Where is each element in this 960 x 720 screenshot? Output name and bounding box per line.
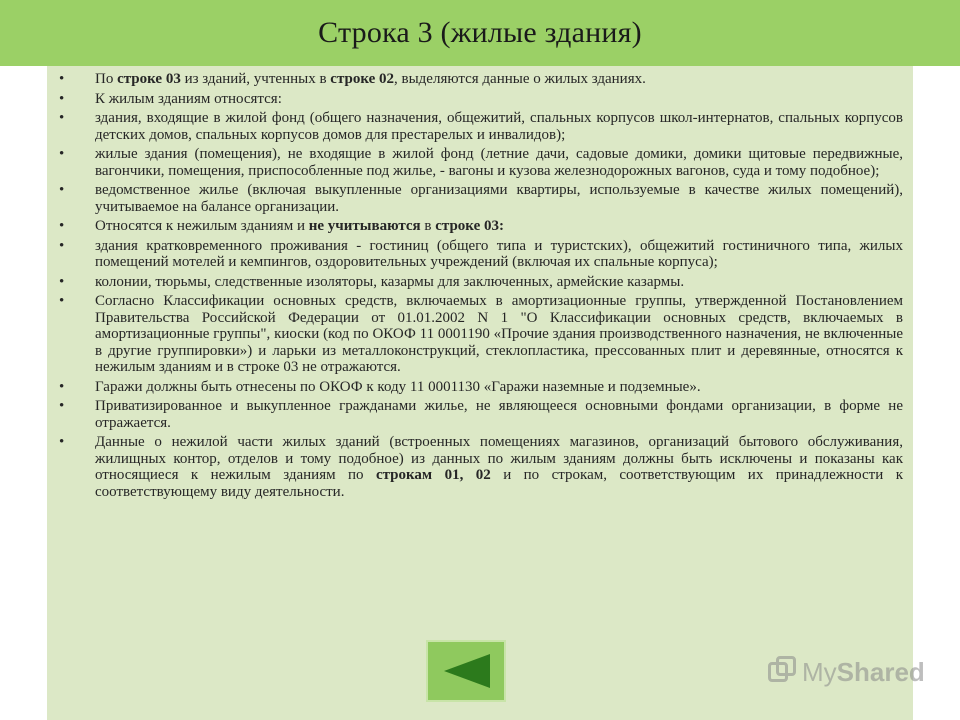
back-arrow-icon xyxy=(444,654,490,688)
bullet-marker: • xyxy=(59,434,65,450)
bullet-text-bold: строке 03 xyxy=(117,71,181,87)
bullet-item xyxy=(47,110,913,143)
bullet-marker: • xyxy=(59,293,65,309)
bullet-marker: • xyxy=(59,146,65,162)
bullet-item xyxy=(47,379,913,396)
bullet-text-bold: не учитываются xyxy=(308,218,421,234)
bullet-text: По xyxy=(95,71,118,87)
bullet-text: Относятся к нежилым зданиям и xyxy=(95,218,309,234)
bullet-marker: • xyxy=(59,398,65,414)
content-panel xyxy=(47,66,913,720)
bullet-text: и по строкам, соответствующим их принадлежности к соответствующему виду деятельности. xyxy=(95,467,903,500)
bullet-item xyxy=(47,71,913,88)
bullet-item xyxy=(47,238,913,271)
bullet-list xyxy=(47,71,913,503)
logo-text-light: My xyxy=(802,656,837,687)
watermark-logo xyxy=(766,656,925,688)
bullet-text: ведомственное жилье (включая выкупленные организациями квартиры, используемые в качестве жилых помещений), учитываемое на балансе организации. xyxy=(95,182,903,215)
slide-title: Строка 3 (жилые здания) xyxy=(318,16,642,49)
bullet-item xyxy=(47,293,913,376)
bullet-marker: • xyxy=(59,110,65,126)
title-bar xyxy=(0,0,960,66)
bullet-marker: • xyxy=(59,378,65,395)
bullet-item xyxy=(47,434,913,500)
bullet-text: Приватизированное и выкупленное гражданами жилье, не являющееся основными фондами организации, в форме не отражается. xyxy=(95,398,903,431)
logo-text xyxy=(802,657,925,688)
bullet-marker: • xyxy=(59,71,65,87)
bullet-text: в xyxy=(420,218,436,234)
bullet-text: жилые здания (помещения), не входящие в жилой фонд (летние дачи, садовые домики, домики щитовые передвижные, вагончики, помещения, приспособленные под жилье, - вагоны и кузова железнодорожных вагонов, суда и тому подобное); xyxy=(95,146,903,179)
bullet-text-bold: строке 03: xyxy=(435,218,504,234)
bullet-text: здания кратковременного проживания - гостиниц (общего типа и туристских), общежитий гостиничного типа, жилых помещений мотелей и кемпингов, оздоровительных учреждений (включая их спальные корпуса); xyxy=(95,237,903,270)
bullet-text: Данные о нежилой части жилых зданий (встроенных помещениях магазинов, организаций бытового обслуживания, жилищных контор, отделов и тому подобное) из данных по жилым зданиям должны быть исключены и показаны как относящиеся к нежилым зданиям по xyxy=(95,434,903,483)
bullet-marker: • xyxy=(59,237,65,254)
bullet-marker: • xyxy=(59,273,65,290)
bullet-marker: • xyxy=(59,182,65,198)
logo-icon xyxy=(766,656,798,688)
bullet-item xyxy=(47,398,913,431)
bullet-text: Гаражи должны быть отнесены по ОКОФ к коду 11 0001130 «Гаражи наземные и подземные». xyxy=(95,378,701,395)
back-nav-button[interactable] xyxy=(426,640,506,702)
bullet-item xyxy=(47,91,913,108)
bullet-item xyxy=(47,146,913,179)
bullet-text: Согласно Классификации основных средств, включаемых в амортизационные группы, утвержденной Постановлением Правительства Российской Федерации от 01.01.2002 N 1 "О Классификации основных средств, включаемых в амортизационные группы", киоски (код по ОКОФ 11 0001190 «Прочие здания производственного назначения, не включенные в другие группировки») и ларьки из металлоконструкций, стеклопластика, прессованных плит и деревянные, относятся к нежилым зданиям и в строке 03 не отражаются. xyxy=(95,293,903,375)
bullet-text-bold: строкам 01, 02 xyxy=(375,467,491,483)
bullet-text: из зданий, учтенных в xyxy=(180,71,331,87)
bullet-item xyxy=(47,218,913,235)
logo-text-bold: Shared xyxy=(836,656,925,687)
bullet-text: здания, входящие в жилой фонд (общего назначения, общежитий, спальных корпусов школ-интернатов, спальных корпусов детских домов, спальных корпусов домов для престарелых и инвалидов); xyxy=(95,110,903,143)
bullet-text: колонии, тюрьмы, следственные изоляторы, казармы для заключенных, армейские казармы. xyxy=(95,273,685,290)
bullet-marker: • xyxy=(59,90,65,107)
bullet-marker: • xyxy=(59,218,65,234)
bullet-text: , выделяются данные о жилых зданиях. xyxy=(394,71,646,87)
bullet-item xyxy=(47,274,913,291)
bullet-text: К жилым зданиям относятся: xyxy=(95,90,282,107)
bullet-item xyxy=(47,182,913,215)
bullet-text-bold: строке 02 xyxy=(330,71,395,87)
